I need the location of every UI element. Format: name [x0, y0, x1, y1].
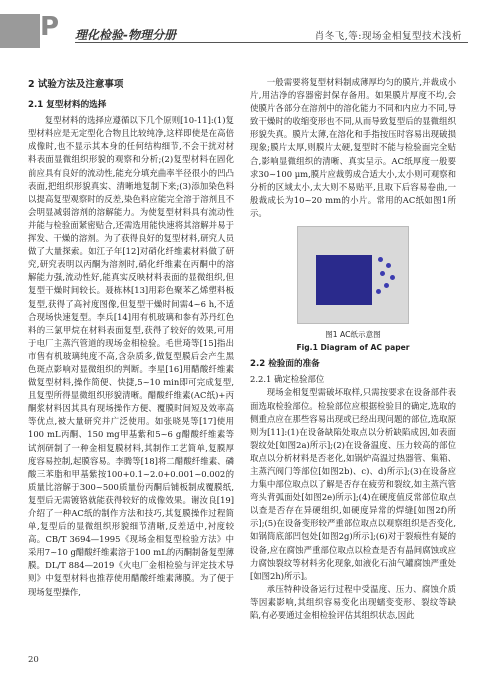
journal-logo-letter: P	[40, 12, 59, 42]
journal-logo-block	[0, 14, 40, 48]
ac-paper-piece	[386, 263, 391, 268]
left-paragraph: 复型材料的选择应遵循以下几个原则[10-11]:(1)复型材料应是无定型化合物且比较纯净,这样即使是在高倍成像时,也不显示其本身的任何结构细节,不会干扰对材料表面显微组织形貌的观察和分析;(2)复型材料在固化前应具有良好的流动性,能充分填充曲率半径很小的凹凸表面,把组织形貌真实、清晰地复制下来;(3)添加染色料以提高复型观察时的反差,染色料应能完全溶于溶剂且不会明显减弱溶剂的溶解能力。为使复型材料具有流动性并能与检验面紧密贴合,还需选用能快速将其溶解并易于挥发、干燥的溶剂。为了获得良好的复型材料,研究人员做了大量探索。如江子年[12]对硝化纤维素材料做了研究,研究表明以丙酮为溶剂时,硝化纤维素在丙酮中的溶解能力强,流动性好,能真实反映材料表面的显微组织,但复型干燥时间较长。聂栋林[13]用彩色聚苯乙烯塑料板复型,获得了高衬度图像,但复型干燥时间需4~6 h,不适合现场快速复型。李兵[14]用有机玻璃和参有苏丹红色料的三氯甲烷在材料表面复型,获得了较好的效果,可用于电厂主蒸汽管道的现场金相检验。毛世琦等[15]指出市售有机玻璃纯度不高,含杂质多,做复型膜后会产生黑色斑点影响对显微组织的判断。李星[16]用醋酸纤维素做复型材料,操作简便、快捷,5~10 min即可完成复型,且复型所得显微组织形貌清晰。醋酸纤维素(AC纸)+丙酮浆材料因其具有现场操作方便、覆膜时间短及效率高等优点,被大量研究并广泛使用。如张晓晃等[17]使用100 mL丙酮、150 mg甲基紫和5~6 g醋酸纤维素等试剂研制了一种金相复膜材料,其制作工艺简单,复膜厚度容易控制,起膜容易。李腾等[18]将二醋酸纤维素、磷酸三苯脂和甲基紫按100+0.1~2.0+0.001~0.002的质量比溶解于300~500质量份丙酮后铺板制成覆膜纸,复型后无需镀铬就能获得较好的成像效果。谢汝良[19]介绍了一种AC纸的制作方法和技巧,其复膜操作过程简单,复型后的显微组织形貌细节清晰,反差适中,衬度较高。CB/T 3694—1995《现场金相复型检验方法》中采用7~10 g醋酸纤维素溶于100 mL的丙酮制备复型薄膜。DL/T 884—2019《火电厂金相检验与评定技术导则》中复型材料也推荐使用醋酸纤维素薄膜。为了便于现场复型操作,	[28, 115, 234, 597]
subsection-title-2-1: 2.1 复型材料的选择	[28, 100, 107, 111]
ac-paper-sheet	[316, 255, 372, 305]
journal-name: 理化检验-物理分册	[75, 28, 176, 42]
figure-1	[250, 226, 456, 354]
right-paragraph: 承压特种设备运行过程中受温度、压力、腐蚀介质等因素影响,其组织容易变化出现蠕变变形、裂纹等缺陷,有必要通过金相检验评估其组织状态,因此	[250, 583, 456, 620]
ac-paper-piece	[384, 283, 389, 288]
subsubsection-title-2-2-1: 2.2.1 确定检验部位	[250, 374, 325, 385]
figure-caption-cn: 图1 AC纸示意图	[325, 330, 381, 340]
right-paragraph: 现场金相复型需破坏取样,只需按要求在设备部件表面选取检验部位。检验部位应根据检验目的确定,选取的侧重点应在那些容易出现或已经出现问题的部位,选取原则为[11]:(1)在设备缺陷处取点以分析缺陷成因,如表面裂纹处[如图2a)所示];(2)在设备温度、压力较高的部位取点以分析材料是否老化,如锅炉高温过热器管、集箱、主蒸汽阀门等部位[如图2b)、c)、d)所示];(3)在设备应力集中部位取点以了解是否存在疲劳和裂纹,如主蒸汽管弯头背弧面处[如图2e)所示];(4)在硬度值反常部位取点以查是否存在异硬组织,如硬度异常的焊缝[如图2f)所示];(5)在设备变形较严重部位取点以观察组织是否变化,如锅筒底部凹包处[如图2g)所示];(6)对于裂痕性有疑的设备,应在腐蚀严重部位取点以检查是否有晶间腐蚀或应力腐蚀裂纹等材料劣化现象,如液化石油气罐腐蚀严重处[如图2h)所示]。	[250, 387, 456, 581]
left-column	[28, 76, 234, 599]
right-column	[250, 76, 456, 622]
figure-caption-en: Fig.1 Diagram of AC paper	[296, 343, 410, 353]
section-title: 2 试验方法及注意事项	[28, 79, 124, 90]
running-head: 肖冬飞,等:现场金相复型技术浅析	[314, 31, 462, 42]
subsection-title-2-2: 2.2 检验面的准备	[250, 359, 320, 370]
ac-paper-piece	[390, 275, 395, 280]
page-header	[0, 0, 480, 60]
ac-paper-piece	[376, 289, 381, 294]
ac-paper-piece	[380, 271, 385, 276]
right-paragraph-top: 一般需要将复型材料制成薄厚均匀的膜片,并裁成小片,用洁净的容器密封保存备用。如果膜片厚度不均,会使膜片各部分在溶剂中的溶化能力不同和内应力不同,导致干燥时的收缩变形也不同,从而导致复型后的显微组织形貌失真。膜片太薄,在溶化和手指按压时容易出现破损现象;膜片太厚,则膜片太硬,复型时不能与检验面完全贴合,影响显微组织的清晰、真实呈示。AC纸厚度一般要求30~100 μm,膜片应裁剪成合适大小,太小则可观察和分析的区域太小,太大则不易贴平,且取下后容易卷曲,一般裁成长为10~20 mm的小片。常用的AC纸如图1所示。	[250, 77, 456, 218]
ac-paper-piece	[378, 257, 383, 262]
page-number: 20	[28, 655, 39, 665]
ac-paper-photo	[297, 226, 409, 324]
header-rule	[75, 42, 468, 43]
